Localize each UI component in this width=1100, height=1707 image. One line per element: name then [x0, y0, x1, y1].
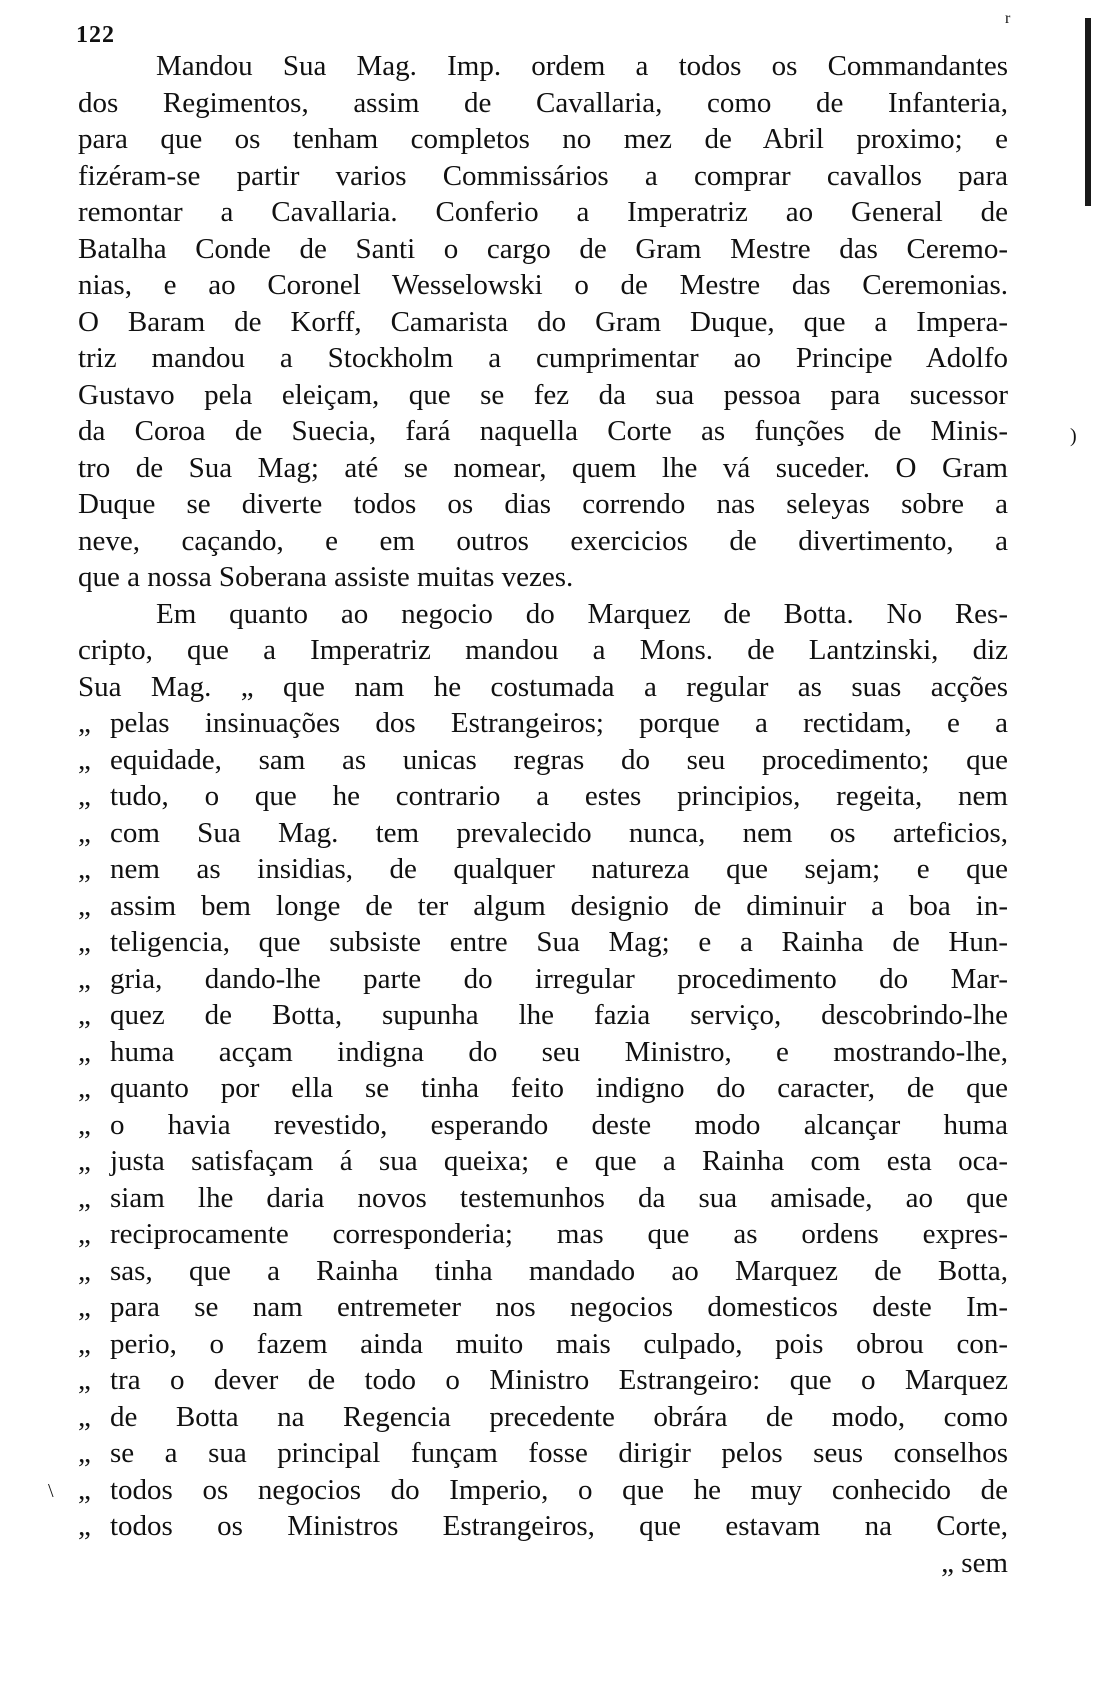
quotation-mark: „	[78, 780, 91, 812]
text-line	[78, 997, 1008, 1034]
quotation-mark: „	[78, 1510, 91, 1542]
quotation-mark: „	[78, 926, 91, 958]
text-line	[78, 1399, 1008, 1436]
margin-mark-right: )	[1070, 425, 1077, 447]
text-line-content: assim bem longe de ter algum designio de diminuir a boa in-	[110, 889, 1008, 922]
text-line	[78, 961, 1008, 998]
text-line: Batalha Conde de Santi o cargo de Gram Mestre das Ceremo-	[78, 232, 1008, 265]
text-line	[78, 1508, 1008, 1545]
text-line-content: quanto por ella se tinha feito indigno do caracter, de que	[110, 1072, 1008, 1104]
text-line	[78, 1070, 1008, 1107]
quotation-mark: „	[78, 853, 91, 885]
text-line-content: tra o dever de todo o Ministro Estrangeiro: que o Marquez	[110, 1364, 1008, 1396]
text-line: tro de Sua Mag; até se nomear, quem lhe vá suceder. O Gram	[78, 451, 1008, 484]
text-line: Gustavo pela eleiçam, que se fez da sua pessoa para sucessor	[78, 378, 1008, 411]
text-line: para que os tenham completos no mez de Abril proximo; e	[78, 123, 1008, 155]
paragraph	[78, 48, 1008, 596]
text-line-content: quez de Botta, supunha lhe fazia serviço, descobrindo-lhe	[110, 999, 1008, 1031]
text-line	[78, 742, 1008, 779]
text-line	[78, 1362, 1008, 1399]
text-line: Sua Mag. „ que nam he costumada a regular as suas acções	[78, 670, 1008, 703]
text-line-content: gria, dando-lhe parte do irregular procedimento do Mar-	[110, 962, 1008, 995]
quotation-mark: „	[78, 962, 91, 995]
text-line	[78, 778, 1008, 815]
text-line: cripto, que a Imperatriz mandou a Mons. de Lantzinski, diz	[78, 634, 1008, 666]
text-line-content: perio, o fazem ainda muito mais culpado, pois obrou con-	[110, 1327, 1008, 1360]
text-line: O Baram de Korff, Camarista do Gram Duque, que a Impera-	[78, 305, 1008, 338]
text-line-content: para se nam entremeter nos negocios domesticos deste Im-	[110, 1291, 1008, 1323]
text-line-content: de Botta na Regencia precedente obrára de modo, como	[110, 1400, 1008, 1433]
text-line-content: tudo, o que he contrario a estes principios, regeita, nem	[110, 780, 1008, 812]
text-line-content: o havia revestido, esperando deste modo alcançar huma	[110, 1108, 1008, 1141]
text-line-content: todos os Ministros Estrangeiros, que estavam na Corte,	[110, 1510, 1008, 1542]
text-line: remontar a Cavallaria. Conferio a Imperatriz ao General de	[78, 196, 1008, 228]
text-line	[78, 888, 1008, 925]
quotation-mark: „	[78, 816, 91, 849]
text-line: Duque se diverte todos os dias correndo nas seleyas sobre a	[78, 488, 1008, 520]
text-line	[78, 851, 1008, 888]
text-line-content: se a sua principal funçam fosse dirigir pelos seus conselhos	[110, 1437, 1008, 1469]
text-line-content: siam lhe daria novos testemunhos da sua amisade, ao que	[110, 1181, 1008, 1214]
quotation-mark: „	[78, 1145, 91, 1177]
text-line: que a nossa Soberana assiste muitas vezes.	[78, 561, 574, 593]
margin-mark-left: \	[48, 1480, 54, 1502]
text-line	[78, 815, 1008, 852]
text-line-content: com Sua Mag. tem prevalecido nunca, nem os arteficios,	[110, 816, 1008, 849]
quotation-mark: „	[78, 743, 91, 776]
text-line-content: nem as insidias, de qualquer natureza que sejam; e que	[110, 853, 1008, 885]
text-line: da Coroa de Suecia, fará naquella Corte as funções de Minis-	[78, 415, 1008, 447]
margin-mark-top: r	[1005, 10, 1011, 27]
quotation-mark: „	[78, 707, 91, 739]
text-line-content: equidade, sam as unicas regras do seu procedimento; que	[110, 743, 1008, 776]
text-line-content: justa satisfaçam á sua queixa; e que a Rainha com esta oca-	[110, 1145, 1008, 1177]
text-line	[78, 1216, 1008, 1253]
quotation-mark: „	[78, 1400, 91, 1433]
body-text	[78, 48, 1008, 1581]
text-line-content: reciprocamente corresponderia; mas que as ordens expres-	[110, 1218, 1008, 1250]
text-line-content: sas, que a Rainha tinha mandado ao Marquez de Botta,	[110, 1254, 1008, 1287]
quotation-mark: „	[78, 1364, 91, 1396]
text-line	[78, 924, 1008, 961]
quotation-mark: „	[78, 1291, 91, 1323]
text-line	[78, 1143, 1008, 1180]
text-line	[78, 1107, 1008, 1144]
quotation-mark: „	[78, 1072, 91, 1104]
text-line	[78, 1326, 1008, 1363]
text-line: neve, caçando, e em outros exercicios de divertimento, a	[78, 524, 1008, 557]
quotation-mark: „	[78, 1327, 91, 1360]
text-line	[78, 1034, 1008, 1071]
quotation-mark: „	[78, 1218, 91, 1250]
text-line	[78, 1435, 1008, 1472]
text-line-content: huma acçam indigna do seu Ministro, e mostrando-lhe,	[110, 1035, 1008, 1068]
text-line: Mandou Sua Mag. Imp. ordem a todos os Commandantes	[156, 50, 1008, 82]
text-line	[78, 705, 1008, 742]
catchword: „ sem	[941, 1546, 1008, 1579]
binding-edge-shadow	[1085, 18, 1091, 206]
text-line	[78, 1180, 1008, 1217]
text-line	[78, 1289, 1008, 1326]
quotation-mark: „	[78, 1035, 91, 1068]
text-line: fizéram-se partir varios Commissários a comprar cavallos para	[78, 159, 1008, 192]
text-line-content: todos os negocios do Imperio, o que he muy conhecido de	[110, 1473, 1008, 1506]
text-line: Em quanto ao negocio do Marquez de Botta. No Res-	[156, 597, 1008, 630]
text-line	[78, 1472, 1008, 1509]
quotation-mark: „	[78, 1108, 91, 1141]
text-line	[78, 1253, 1008, 1290]
text-line: dos Regimentos, assim de Cavallaria, como de Infanteria,	[78, 86, 1008, 119]
quotation-mark: „	[78, 1254, 91, 1287]
quotation-mark: „	[78, 999, 91, 1031]
quotation-mark: „	[78, 1181, 91, 1214]
quotation-mark: „	[78, 1437, 91, 1469]
page-number: 122	[76, 22, 115, 48]
quotation-mark: „	[78, 889, 91, 922]
text-line-content: pelas insinuações dos Estrangeiros; porque a rectidam, e a	[110, 707, 1008, 739]
text-line: triz mandou a Stockholm a cumprimentar ao Principe Adolfo	[78, 342, 1008, 374]
paragraph	[78, 596, 1008, 1545]
quotation-mark: „	[78, 1473, 91, 1506]
text-line-content: teligencia, que subsiste entre Sua Mag; e a Rainha de Hun-	[110, 926, 1008, 958]
text-line: nias, e ao Coronel Wesselowski o de Mestre das Ceremonias.	[78, 269, 1008, 301]
